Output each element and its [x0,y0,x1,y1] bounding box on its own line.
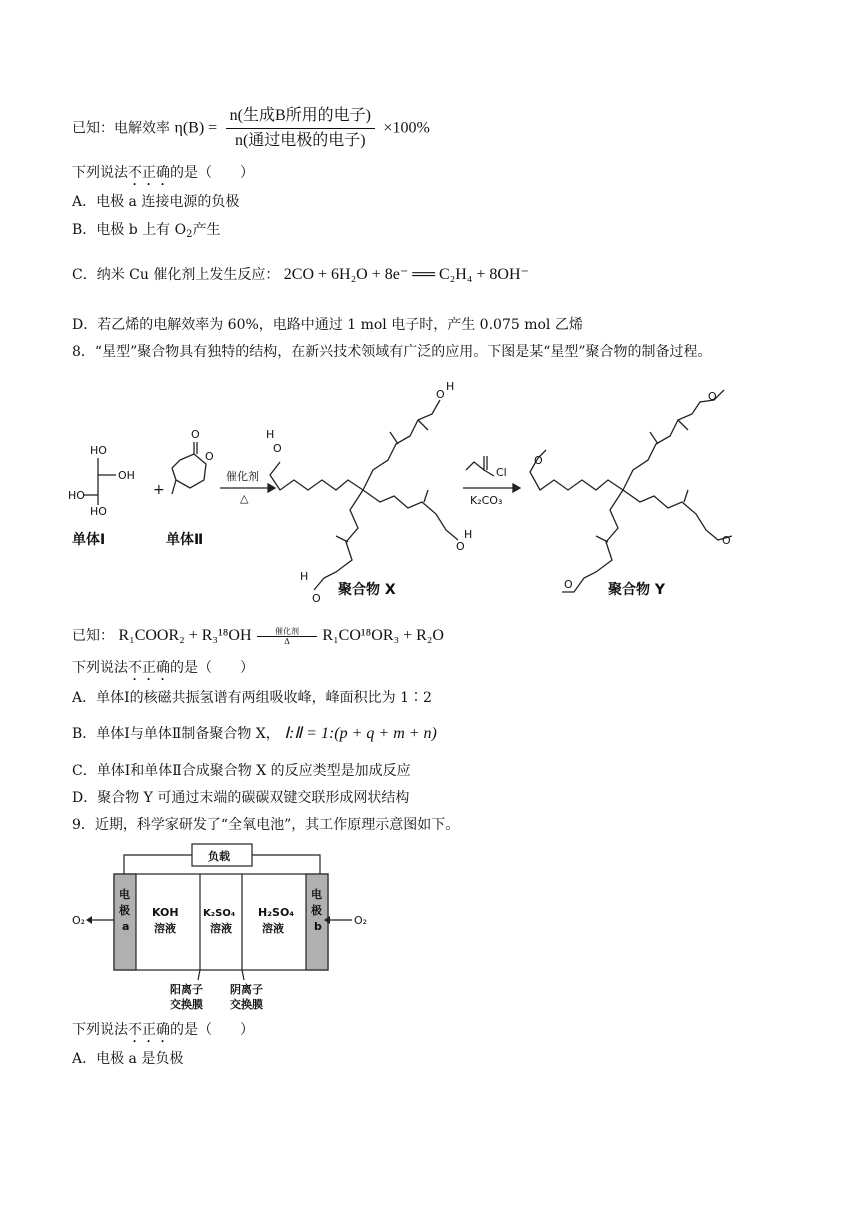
k2so4-label: K₂SO₄ [203,908,236,919]
q8-known-right: R₁CO¹⁸OR₃ + R₂O [322,627,444,644]
monomer2-structure [172,442,206,494]
x-h-right: H [464,528,473,541]
q7-stem [72,163,254,189]
q7-eta: η(B) = [174,119,218,137]
electrode-a-label-2: 极 [119,904,130,917]
k2co3-label: K₂CO₃ [470,494,503,507]
q7-stem-not: 不正确 [128,165,170,181]
x-o-left: O [273,442,282,455]
q8-star-polymer-diagram [68,380,788,610]
cation-membrane-label-2: 交换膜 [170,998,203,1011]
y-o-bottom: O [564,578,573,591]
q7-frac-denominator: n(通过电极的电子) [234,132,366,149]
q8-option-b-equation: Ⅰ:Ⅱ = 1:(p + q + m + n) [284,725,437,742]
anion-membrane-label-1: 阴离子 [230,983,263,996]
q8-arrow-top: 催化剂 [274,626,299,636]
electrode-a-label-3: a [122,920,130,933]
q7-option-c-pre: C．纳米 Cu 催化剂上发生反应： [72,267,280,283]
q9-stem [72,1020,254,1046]
q9-stem-pre: 下列说法 [72,1022,128,1038]
q8-known-arrow [256,627,318,646]
x-o-bottom: O [312,592,321,605]
q7-option-b-post: 产生 [192,222,221,238]
q9-option-a[interactable]: A．电极 a 是负极 [72,1051,184,1067]
q8-option-a[interactable]: A．单体Ⅰ的核磁共振氢谱有两组吸收峰，峰面积比为 1∶2 [72,690,432,706]
q8-known-reaction [72,626,444,646]
x-h-top: H [446,380,455,393]
plus-sign: + [153,482,165,498]
cl-label: Cl [496,466,507,479]
y-o-right: O [722,534,731,547]
q7-stem-post: 的是（ ） [170,165,254,181]
q8-stem [72,658,254,684]
q7-stem-pre: 下列说法 [72,165,128,181]
q8-option-b-pre: B．单体Ⅰ与单体Ⅱ制备聚合物 X， [72,726,280,742]
electrode-a-label-1: 电 [119,888,130,901]
electrode-b-label-1: 电 [311,888,322,901]
monomer1-ho-top: HO [90,444,107,457]
q9-stem-post: 的是（ ） [170,1022,254,1038]
q7-option-c-equation: 2CO + 6H₂O + 8e⁻ ══ C₂H₄ + 8OH⁻ [283,266,529,283]
delta-label: △ [240,492,249,505]
monomer2-o-ring: O [205,450,214,463]
k2so4-solution-label: 溶液 [210,922,232,935]
q7-option-b-pre: B．电极 b 上有 O [72,222,187,238]
q7-frac-numerator: n(生成B所用的电子) [226,106,375,129]
q9-stem-not: 不正确 [128,1022,170,1038]
x-o-top: O [436,388,445,401]
q8-known-left: R₁COOR₂ + R₃¹⁸OH [118,627,252,644]
monomer1-oh-right: OH [118,469,135,482]
q7-known-formula [72,106,430,151]
q8-option-d[interactable]: D．聚合物 Y 可通过末端的碳碳双键交联形成网状结构 [72,790,410,806]
q7-option-d[interactable]: D．若乙烯的电解效率为 60%，电路中通过 1 mol 电子时，产生 0.075 mol 乙烯 [72,317,583,333]
koh-label: KOH [152,906,179,919]
q8-option-b[interactable] [72,724,437,744]
catalyst-label: 催化剂 [226,470,259,483]
q8-stem-not: 不正确 [128,660,170,676]
q7-option-b[interactable] [72,220,220,245]
x-h-bottom: H [300,570,309,583]
x-o-right: O [456,540,465,553]
koh-solution-label: 溶液 [154,922,176,935]
monomer1-ho-left: HO [68,489,85,502]
y-o-left: O [534,454,543,467]
q9-battery-diagram [72,838,372,1013]
monomer1-structure [84,458,116,505]
q8-stem-pre: 下列说法 [72,660,128,676]
o2-left-label: O₂ [72,914,86,927]
h2so4-solution-label: 溶液 [262,922,284,935]
load-wire [124,855,192,874]
q8-arrow-line [257,636,317,637]
x-h-left: H [266,428,275,441]
electrode-b-label-3: b [314,920,322,933]
q7-times100: ×100% [383,119,430,137]
electrode-b-label-2: 极 [311,904,322,917]
load-label: 负载 [208,850,230,863]
monomer1-label: 单体Ⅰ [72,532,106,548]
cation-membrane-label-1: 阳离子 [170,983,203,996]
h2so4-label: H₂SO₄ [258,906,295,919]
q7-fraction [226,106,375,151]
monomer1-ho-bottom: HO [90,505,107,518]
q9-title: 9．近期，科学家研发了“全氧电池”，其工作原理示意图如下。 [72,817,460,833]
polymer-y-label: 聚合物 Y [608,582,666,598]
polymer-y-arms [530,390,732,592]
q7-option-c[interactable] [72,265,529,285]
acryloyl-chloride [466,456,484,470]
anion-membrane-label-2: 交换膜 [230,998,263,1011]
q8-option-c[interactable]: C．单体Ⅰ和单体Ⅱ合成聚合物 X 的反应类型是加成反应 [72,763,411,779]
q7-known-label: 已知：电解效率 [72,120,170,137]
monomer2-label: 单体Ⅱ [166,532,204,548]
q8-stem-post: 的是（ ） [170,660,254,676]
polymer-x-label: 聚合物 X [338,582,396,598]
y-o-top: O [708,390,717,403]
q8-known-label: 已知： [72,628,114,644]
monomer2-o-carbonyl: O [191,428,200,441]
q8-arrow-bottom: Δ [284,636,290,646]
o2-right-label: O₂ [354,914,368,927]
q7-option-b-sub: 2 [186,229,193,240]
q8-title: 8．“星型”聚合物具有独特的结构，在新兴技术领域有广泛的应用。下图是某“星型”聚合物的制备过程。 [72,344,712,360]
polymer-x-arms [270,400,458,590]
q7-option-a[interactable]: A．电极 a 连接电源的负极 [72,194,240,210]
